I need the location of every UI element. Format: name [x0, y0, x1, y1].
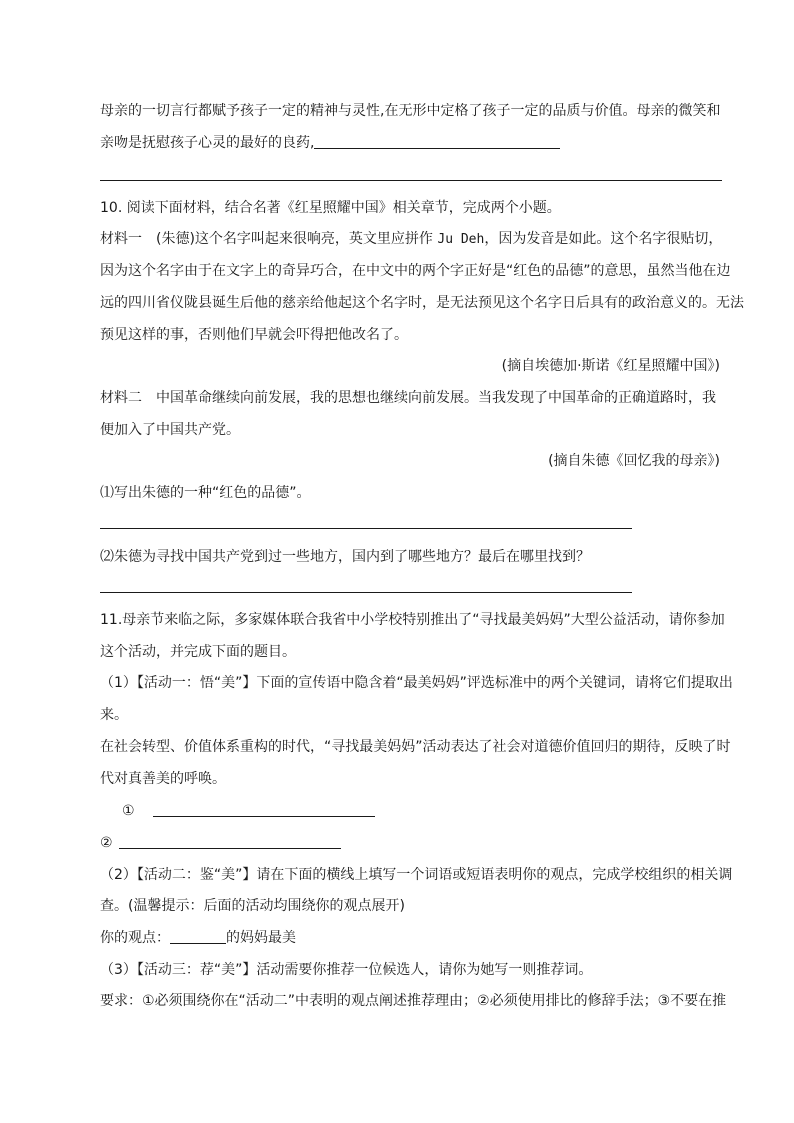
requirements-text: 要求：①必须围绕你在“活动二”中表明的观点阐述推荐理由；②必须使用排比的修辞手法；③不要在推	[100, 993, 727, 1009]
question-10-1: ⑴写出朱德的一种“红色的品德”。	[100, 485, 311, 501]
activity-1-prompt: 来。	[100, 707, 128, 723]
answer-blank[interactable]	[153, 802, 375, 817]
opinion-label: 你的观点：	[100, 930, 170, 946]
question-11-stem: 11.母亲节来临之际，多家媒体联合我省中小学校特别推出了“寻找最美妈妈”大型公益活动，请你参加	[100, 612, 725, 628]
material-1-line: 预见这样的事，否则他们早就会吓得把他改名了。	[100, 327, 408, 343]
material-1-line	[100, 229, 722, 250]
opinion-blank[interactable]	[170, 929, 226, 944]
material-2-line: 材料二 中国革命继续向前发展，我的思想也继续向前发展。当我发现了中国革命的正确道路时，我	[100, 390, 716, 406]
circled-number: ②	[100, 835, 113, 851]
circled-number: ①	[122, 803, 135, 819]
material-2-source: (摘自朱德《回忆我的母亲》)	[548, 453, 720, 469]
material-1-text: ，因为发音是如此。这个名字很贴切，	[484, 231, 723, 247]
opinion-line	[100, 928, 296, 948]
paragraph-line: 母亲的一切言行都赋予孩子一定的精神与灵性,在无形中定格了孩子一定的品质与价值。母亲的微笑和	[100, 103, 721, 119]
question-10-2: ⑵朱德为寻找中国共产党到过一些地方，国内到了哪些地方？最后在哪里找到？	[100, 549, 590, 565]
slogan-text: 代对真善美的呼唤。	[100, 771, 226, 787]
question-11-stem: 这个活动，并完成下面的题目。	[100, 644, 296, 660]
activity-2-prompt: 查。(温馨提示：后面的活动均围绕你的观点展开)	[100, 898, 405, 914]
paragraph-line	[100, 133, 560, 153]
opinion-suffix: 的妈妈最美	[226, 930, 296, 946]
activity-3-prompt: （3）【活动三：荐“美”】活动需要你推荐一位候选人，请你为她写一则推荐词。	[100, 962, 593, 978]
activity-2-prompt: （2）【活动二：鉴“美”】请在下面的横线上填写一个词语或短语表明你的观点，完成学校组织的相关调	[100, 867, 733, 883]
answer-item-2	[100, 833, 341, 853]
answer-line[interactable]	[100, 592, 632, 593]
activity-1-prompt: （1）【活动一：悟“美”】下面的宣传语中隐含着“最美妈妈”评选标准中的两个关键词，请将它们提取出	[100, 675, 733, 691]
answer-line[interactable]	[100, 528, 632, 529]
paragraph-text: 亲吻是抚慰孩子心灵的最好的良药,	[100, 135, 315, 151]
material-1-source: (摘自埃德加·斯诺《红星照耀中国》)	[501, 358, 720, 374]
answer-blank[interactable]	[314, 134, 560, 149]
material-1-line: 远的四川省仪陇县诞生后他的慈亲给他起这个名字时，是无法预见这个名字日后具有的政治意义的。无法	[100, 295, 744, 311]
question-10-stem: 10. 阅读下面材料，结合名著《红星照耀中国》相关章节，完成两个小题。	[100, 200, 561, 216]
material-1-text: 材料一 (朱德)这个名字叫起来很响亮，英文里应拼作	[100, 231, 438, 247]
material-2-line: 便加入了中国共产党。	[100, 422, 240, 438]
answer-blank[interactable]	[119, 834, 341, 849]
slogan-text: 在社会转型、价值体系重构的时代，“寻找最美妈妈”活动表达了社会对道德价值回归的期待，反映了时	[100, 739, 731, 755]
material-1-english-name: Ju Deh	[437, 232, 485, 247]
answer-item-1	[122, 801, 375, 821]
material-1-line: 因为这个名字由于在文字上的奇异巧合，在中文中的两个字正好是“红色的品德”的意思，虽然当他在边	[100, 263, 731, 279]
answer-line[interactable]	[100, 180, 722, 181]
